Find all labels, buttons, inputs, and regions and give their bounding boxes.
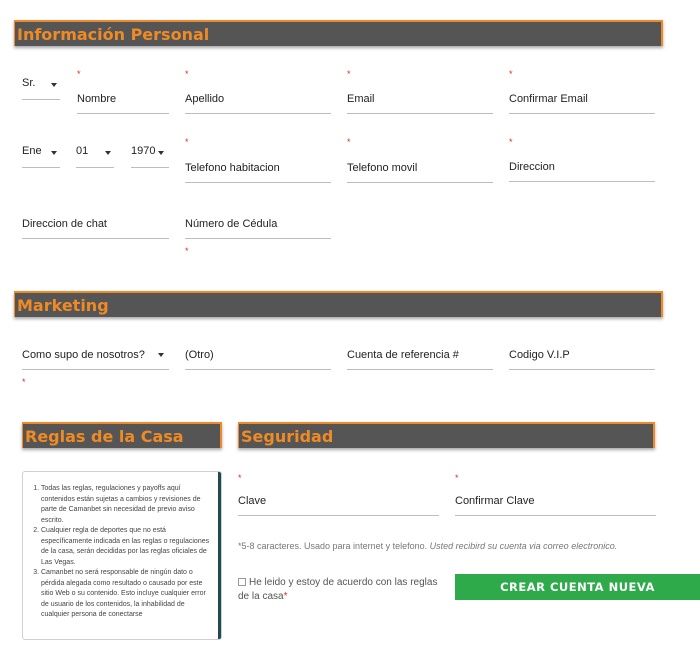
birth-day-select[interactable] [76,142,114,168]
security-header [238,422,655,448]
password-field[interactable] [238,483,439,516]
required-marker: * [22,377,26,387]
confirm-password-label: Confirmar Clave [455,495,535,507]
birth-year-value: 1970 [131,145,156,157]
address-label: Direccion [509,161,555,173]
required-marker: * [185,246,189,256]
required-marker: * [185,69,189,79]
birth-month-value: Ene [22,145,42,157]
mobile-phone-field[interactable] [347,148,493,183]
other-field[interactable] [185,338,331,370]
password-hint-italic: Usted recibird su cuenta via correo electronico. [429,541,618,551]
agree-terms-label: He leido y estoy de acuerdo con las reglas de la casa [238,577,438,602]
chevron-down-icon [158,151,164,155]
required-marker: * [347,137,351,147]
first-name-label: Nombre [77,93,117,105]
vip-code-label: Codigo V.I.P [509,349,570,361]
home-phone-field[interactable] [185,148,331,183]
password-label: Clave [238,495,267,507]
chevron-down-icon [158,353,164,357]
home-phone-label: Telefono habitacion [185,162,280,174]
create-account-button[interactable] [455,574,700,600]
required-marker: * [238,473,242,483]
chevron-down-icon [51,83,57,87]
chat-address-label: Direccion de chat [22,218,107,230]
how-found-select[interactable] [22,338,169,370]
house-rule-item: 2. Cualquier regla de deportes que no está específicamente indicada en las reglas o regulaciones de la casa, serán decididas por las reglas oficiales de Las Vegas. [41,526,213,568]
password-hint-text: *5-8 caracteres. Usado para internet y telefono. [238,541,428,551]
title-select[interactable] [22,72,60,100]
confirm-password-field[interactable] [455,483,656,516]
house-rules-scrollbox[interactable] [22,471,222,640]
required-marker: * [185,137,189,147]
confirm-email-field[interactable] [509,80,655,114]
create-account-label: CREAR CUENTA NUEVA [500,580,655,594]
chevron-down-icon [51,151,57,155]
house-rules-header [22,422,222,448]
house-rules-list [23,472,221,621]
house-rule-item: 3. Camanbet no será responsable de ningún dato o pérdida alegada como resultado o causado por este sitio Web o su contenido. Esto incluye cualquier error de usuario de los contenidos, la inhabilidad de cualquier persona de conectarse [41,568,213,621]
first-name-field[interactable] [77,80,169,114]
last-name-label: Apellido [185,93,225,105]
required-marker: * [455,473,459,483]
mobile-phone-label: Telefono movil [347,162,418,174]
other-label: (Otro) [185,349,214,361]
personal-info-title: Información Personal [17,24,210,44]
title-select-value: Sr. [22,77,36,89]
security-title: Seguridad [241,426,334,446]
agree-terms-checkbox[interactable] [238,578,246,586]
agree-terms-row [238,576,448,604]
birth-day-value: 01 [76,145,89,157]
personal-info-header [14,20,663,46]
required-marker: * [347,69,351,79]
last-name-field[interactable] [185,80,331,114]
email-label: Email [347,93,375,105]
birth-year-select[interactable] [131,142,169,168]
id-number-field[interactable] [185,205,331,239]
vip-code-field[interactable] [509,338,655,370]
address-field[interactable] [509,148,655,182]
required-marker: * [283,591,288,602]
house-rules-title: Reglas de la Casa [25,426,184,446]
required-marker: * [77,69,81,79]
password-hint [238,541,617,551]
house-rule-item: 1. Todas las reglas, regulaciones y payoffs aquí contenidos están sujetas a cambios y revisiones de parte de Camanbet sin necesidad de previo aviso escrito. [41,484,213,526]
confirm-email-label: Confirmar Email [509,93,588,105]
marketing-header [14,291,663,317]
how-found-value: Como supo de nosotros? [22,349,145,361]
chat-address-field[interactable] [22,205,169,239]
referral-account-label: Cuenta de referencia # [347,349,459,361]
chevron-down-icon [105,151,111,155]
email-field[interactable] [347,80,493,114]
id-number-label: Número de Cédula [185,218,278,230]
birth-month-select[interactable] [22,142,60,168]
required-marker: * [509,137,513,147]
required-marker: * [509,69,513,79]
referral-account-field[interactable] [347,338,493,370]
marketing-title: Marketing [17,295,109,315]
rules-scrollbar[interactable] [218,472,221,640]
